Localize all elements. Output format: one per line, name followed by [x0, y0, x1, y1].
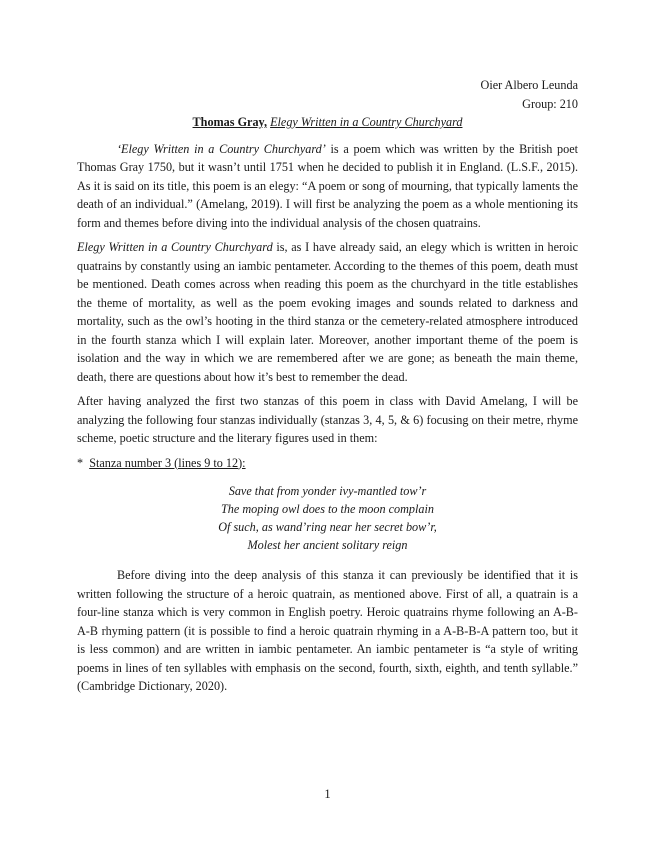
poem-line: Save that from yonder ivy-mantled tow’r [228, 484, 427, 498]
poem-line: Molest her ancient solitary reign [247, 538, 408, 552]
poem-title-reference: ‘Elegy Written in a Country Churchyard’ [117, 141, 326, 156]
poem-quote [77, 482, 578, 554]
bullet-asterisk: * [77, 455, 84, 470]
essay-title [77, 113, 578, 132]
stanza-heading [77, 454, 578, 473]
stanza-heading-label: Stanza number 3 (lines 9 to 12): [89, 455, 246, 470]
group-label: Group: 210 [522, 96, 578, 111]
title-author: Thomas Gray, [192, 115, 268, 129]
poem-title-reference: Elegy Written in a Country Churchyard [77, 240, 273, 254]
poem-line: The moping owl does to the moon complain [221, 502, 434, 516]
paragraph-themes-text: is, as I have already said, an elegy which is written in heroic quatrains by constantly using an iambic pentameter. According to the themes of this poem, death must be mentioned. Death comes across when reading this poem as the churchyard in the title establishes the theme of mortality, as well as the poem evoking images and sounds related to darkness and mortality, such as the owl’s hooting in the third stanza or the cemetery-related atmosphere introduced in the fourth stanza which I will explain later. Moreover, another important theme of the poem is isolation and the way in which we are remembered after we are gone; as beneath the main theme, death, there are questions about how it’s best to remember the dead. [77, 240, 578, 384]
paragraph-intro [77, 140, 578, 233]
title-work: Elegy Written in a Country Churchyard [270, 115, 463, 129]
paragraph-intro-text: is a poem which was written by the British poet Thomas Gray 1750, but it wasn’t until 1751 when he decided to publish it in England. (L.S.F., 2015). As it is said on its title, this poem is an elegy: “A poem or song of mourning, that typically laments the death of an individual.” (Amelang, 2019). I will first be analyzing the poem as a whole mentioning its form and themes before diving into the individual analysis of the chosen quatrains. [77, 141, 579, 230]
poem-line: Of such, as wand’ring near her secret bow’r, [218, 520, 437, 534]
document-body [77, 76, 578, 702]
page-number: 1 [324, 787, 331, 801]
author-name: Oier Albero Leunda [480, 78, 578, 92]
paragraph-themes [77, 238, 578, 386]
paragraph-plan: After having analyzed the first two stanzas of this poem in class with David Amelang, I will be analyzing the following four stanzas individually (stanzas 3, 4, 5, & 6) focusing on their metre, rhyme scheme, poetic structure and the literary figures used in them: [77, 394, 578, 445]
paragraph-analysis: Before diving into the deep analysis of this stanza it can previously be identified that it is written following the structure of a heroic quatrain, as mentioned above. First of all, a quatrain is a four-line stanza which is very common in English poetry. Heroic quatrains rhyme following an A-B-A-B rhyming pattern (it is possible to find a heroic quatrain rhyming in a A-B-B-A pattern too, but it is less common) and are written in iambic pentameter. An iambic pentameter is “a style of writing poems in lines of ten syllables with emphasis on the second, fourth, sixth, eighth, and tenth syllable.” (Cambridge Dictionary, 2020). [77, 568, 578, 693]
